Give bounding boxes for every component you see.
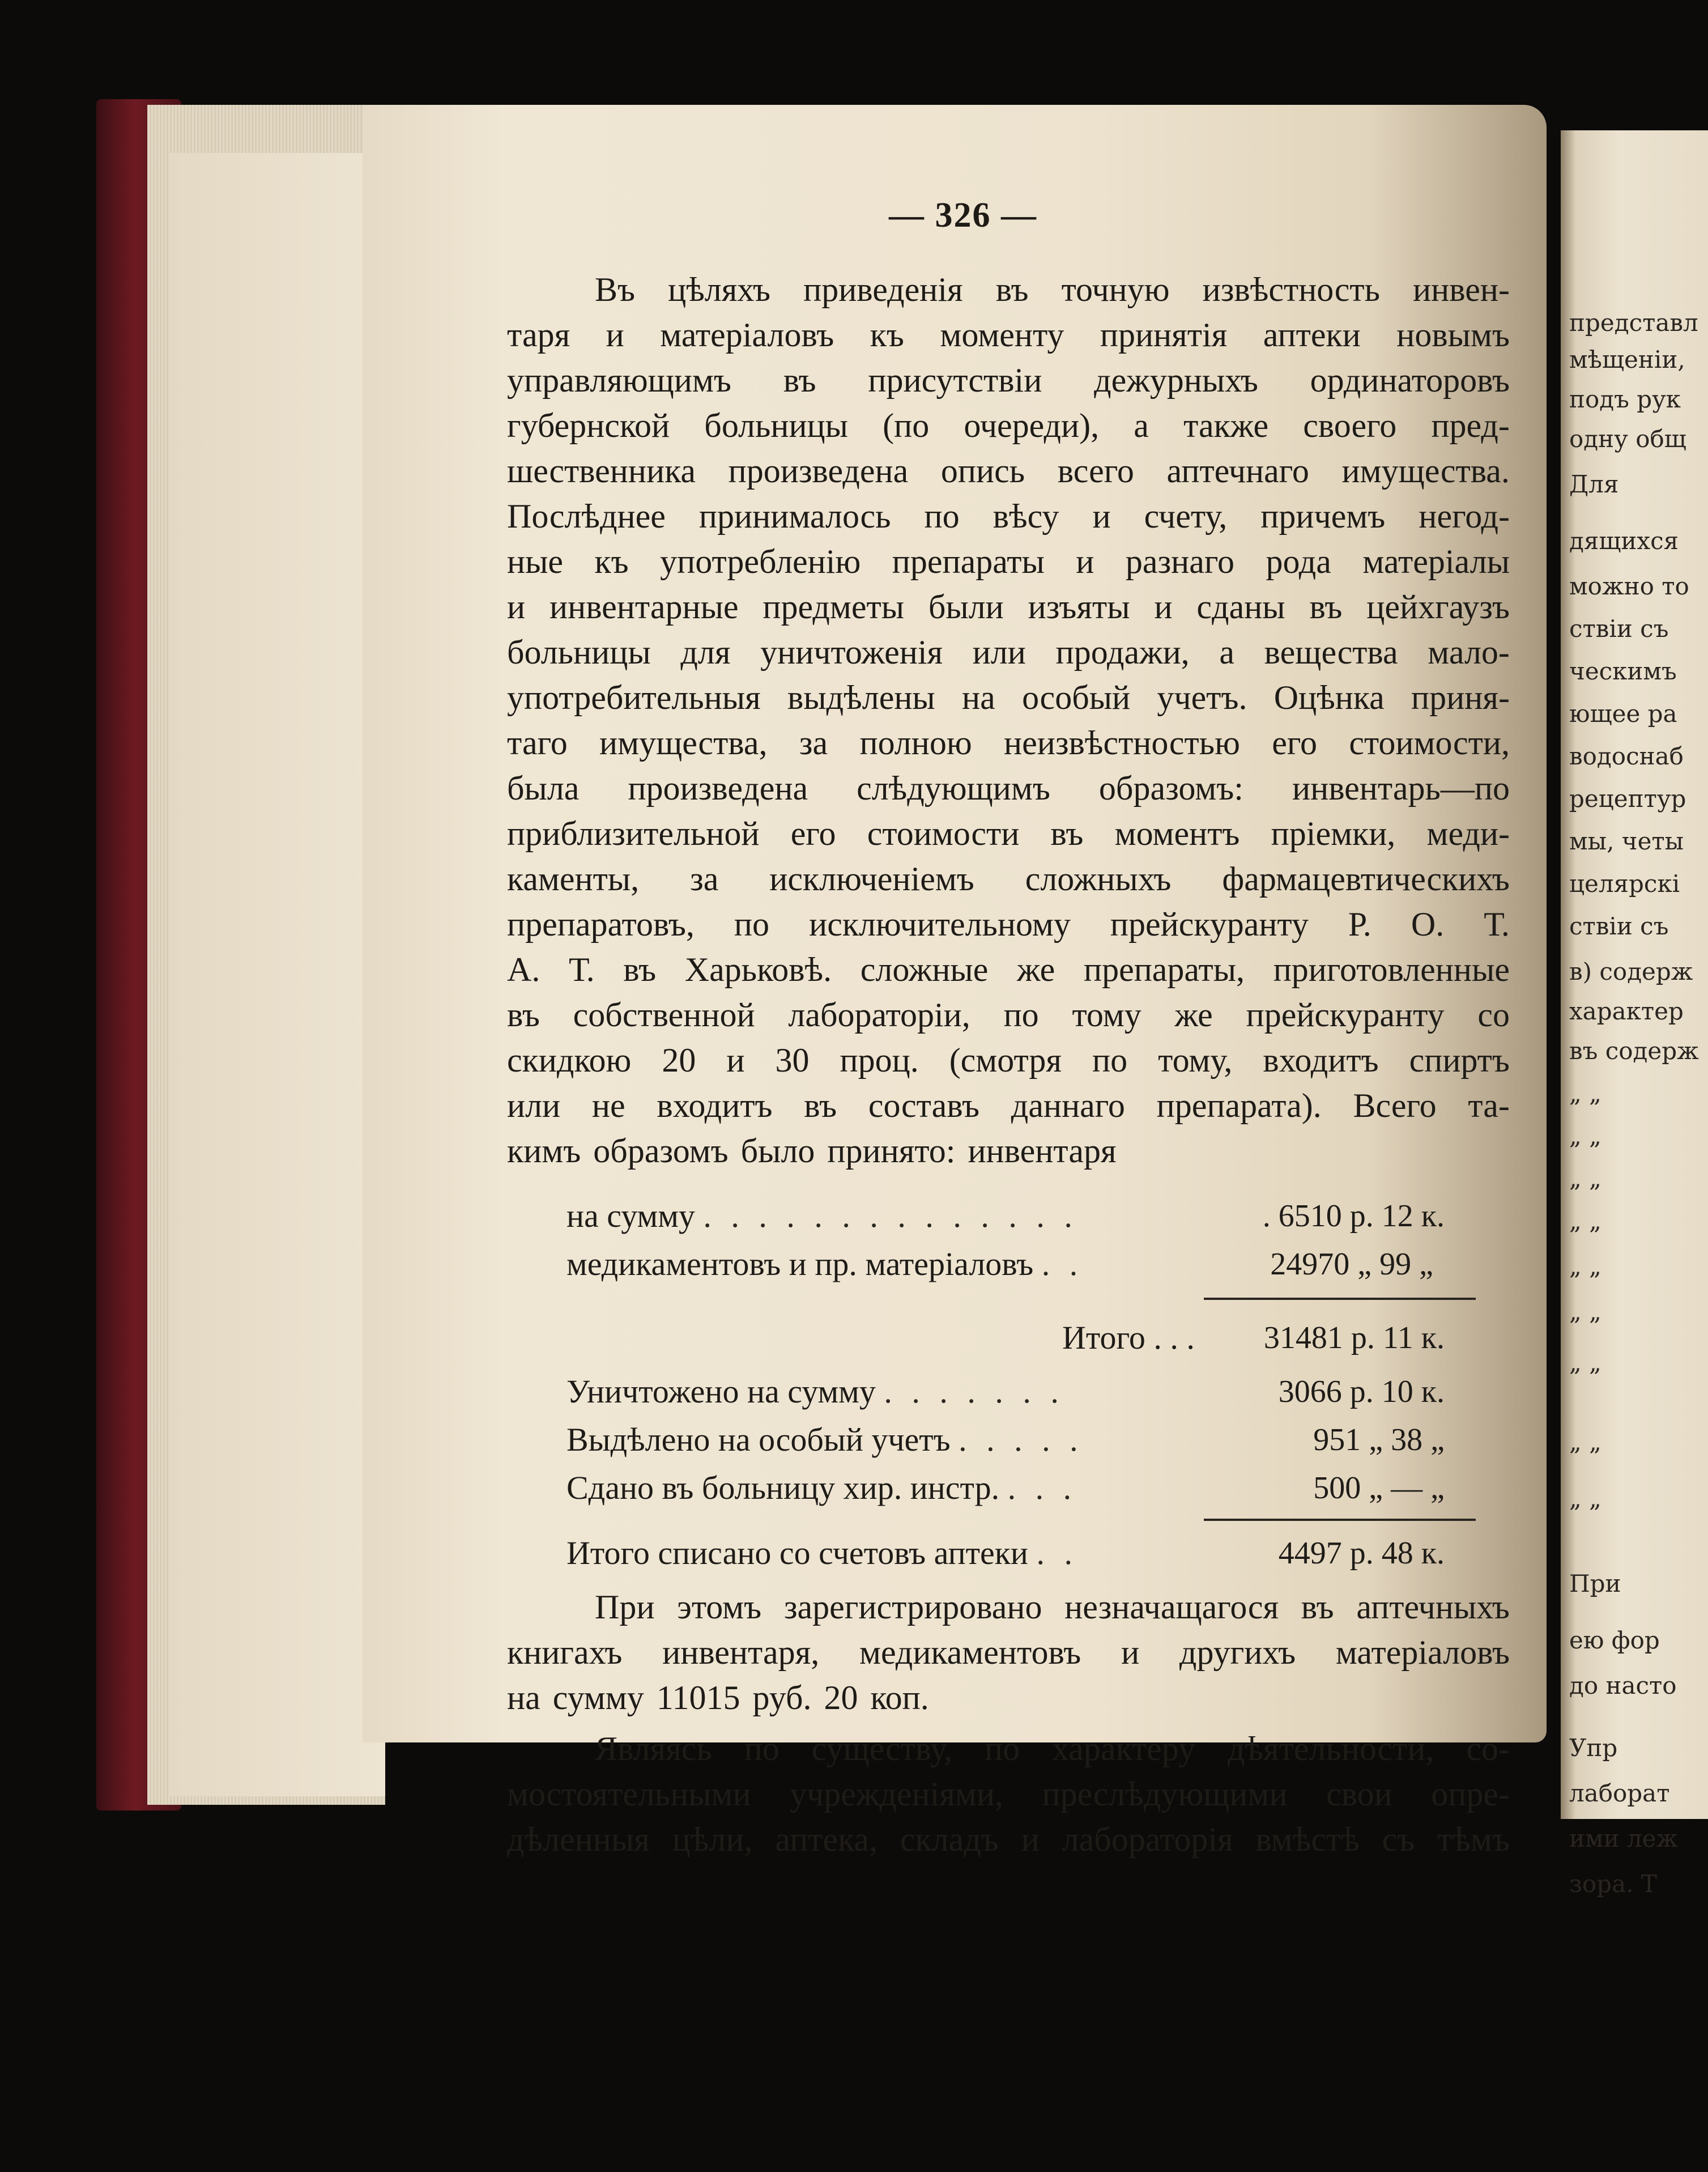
word: сданы xyxy=(1196,588,1285,626)
sum-rule xyxy=(1204,1298,1476,1300)
word: больницы xyxy=(704,407,848,444)
word: негод- xyxy=(1419,498,1510,535)
word: въ xyxy=(995,271,1029,308)
sum-rule xyxy=(1204,1519,1476,1521)
table-amount: 24970 „ 99 „ xyxy=(1270,1247,1433,1282)
word: моменту xyxy=(940,316,1064,354)
word: этомъ xyxy=(677,1588,762,1626)
word: моментъ xyxy=(1114,815,1240,852)
word: полною xyxy=(859,724,972,762)
word: матеріаловъ xyxy=(660,316,834,354)
word: и xyxy=(1154,588,1173,626)
word: цейхгаузъ xyxy=(1366,588,1510,626)
word: препарата). xyxy=(1156,1087,1322,1124)
word: цѣляхъ xyxy=(668,271,771,308)
word: были xyxy=(928,588,1004,626)
word: пріемки, xyxy=(1271,815,1396,852)
word: свои xyxy=(1326,1775,1392,1813)
right-page-line: представл xyxy=(1569,309,1698,337)
word: прейскуранту xyxy=(1246,996,1445,1034)
word: неизвѣстностью xyxy=(1004,724,1240,762)
word: губернской xyxy=(507,407,670,444)
word: другихъ xyxy=(1179,1634,1296,1671)
word: дѣятельности, xyxy=(1227,1730,1434,1767)
word: выдѣлены xyxy=(787,679,935,716)
word: ные xyxy=(507,543,564,580)
word: дѣленныя xyxy=(507,1821,650,1858)
word: въ xyxy=(1301,1588,1334,1626)
text-line xyxy=(507,1128,1510,1174)
word: съ xyxy=(1382,1821,1415,1858)
right-page-line: ею фор xyxy=(1569,1626,1660,1654)
text-line xyxy=(507,1037,1510,1083)
text-line xyxy=(595,1584,1510,1630)
right-page-line: „ „ xyxy=(1569,1079,1601,1107)
word: или xyxy=(972,634,1026,671)
text-line xyxy=(507,629,1510,675)
word: таго xyxy=(507,724,568,762)
right-page-line: мѣщеніи, xyxy=(1569,346,1685,373)
word: въ xyxy=(783,362,816,399)
word: же xyxy=(1017,951,1055,988)
word: къ xyxy=(870,316,904,354)
word: приня- xyxy=(1411,679,1510,716)
right-page-line: мы, четы xyxy=(1569,827,1684,855)
word: разнаго xyxy=(1125,543,1235,580)
word: таря xyxy=(507,316,570,354)
word: аптеки xyxy=(1263,316,1361,354)
word: продажи, xyxy=(1055,634,1190,671)
word: спиртъ xyxy=(1409,1042,1510,1079)
word: и xyxy=(507,588,526,626)
text-line xyxy=(507,1629,1510,1676)
word: или xyxy=(507,1087,561,1124)
word: 20 xyxy=(662,1042,696,1079)
word: причемъ xyxy=(1260,498,1386,535)
word: та- xyxy=(1468,1087,1510,1124)
right-page-line: „ „ xyxy=(1569,1349,1601,1376)
text-line xyxy=(507,493,1510,539)
word: со xyxy=(1477,996,1510,1034)
word: препараты, xyxy=(1083,951,1245,988)
word: вещества xyxy=(1264,634,1398,671)
word: мало- xyxy=(1428,634,1510,671)
word: больницы xyxy=(507,634,651,671)
word: рода xyxy=(1266,543,1331,580)
word: вмѣстѣ xyxy=(1255,1821,1360,1858)
text-line xyxy=(507,312,1510,358)
word: въ xyxy=(1309,588,1343,626)
table-total-amount: 4497 р. 48 к. xyxy=(1278,1536,1445,1571)
table-total-label: Итого . . . xyxy=(1062,1319,1195,1356)
word: А. xyxy=(507,951,540,988)
word: образомъ xyxy=(593,1132,729,1170)
right-page-line: можно то xyxy=(1569,572,1689,600)
word: всего xyxy=(1057,452,1134,490)
right-page-line: водоснаб xyxy=(1569,742,1684,770)
word: въ xyxy=(1050,815,1084,852)
word: инвентаря xyxy=(968,1132,1117,1170)
word: Т. xyxy=(1484,906,1510,943)
word: по xyxy=(1092,1042,1128,1079)
word: даннаго xyxy=(1011,1087,1125,1124)
word: аптечныхъ xyxy=(1356,1588,1510,1626)
table-row: Выдѣлено на особый учетъ . . . . . xyxy=(567,1421,1084,1458)
word: меди- xyxy=(1426,815,1510,852)
text-line xyxy=(507,1082,1510,1129)
word: матеріалы xyxy=(1362,543,1510,580)
word: особый xyxy=(1022,679,1131,716)
word: 20 xyxy=(824,1679,858,1716)
word: аптечнаго xyxy=(1166,452,1309,490)
word: принималось xyxy=(698,498,891,535)
word: а xyxy=(1219,634,1234,671)
word: же xyxy=(1174,996,1213,1034)
word: дежурныхъ xyxy=(1094,362,1258,399)
word: инвентаря, xyxy=(662,1634,820,1671)
word: присутствіи xyxy=(868,362,1042,399)
word: также xyxy=(1183,407,1269,444)
text-line xyxy=(507,584,1510,630)
word: мостоятельными xyxy=(507,1775,751,1813)
text-line xyxy=(507,992,1510,1038)
text-line xyxy=(507,720,1510,766)
right-page-line: „ „ xyxy=(1569,1207,1601,1235)
page-number: — 326 — xyxy=(889,196,1037,235)
word: прейскуранту xyxy=(1110,906,1309,943)
word: (смотря xyxy=(949,1042,1062,1079)
right-page-line: ствіи съ xyxy=(1569,912,1669,940)
word: При xyxy=(595,1588,655,1626)
word: сумму xyxy=(552,1679,644,1716)
word: приготовленные xyxy=(1273,951,1510,988)
word: складъ xyxy=(900,1821,999,1858)
table-total-amount: 31481 р. 11 к. xyxy=(1263,1320,1445,1355)
word: Оцѣнка xyxy=(1273,679,1385,716)
right-page-line: до насто xyxy=(1569,1672,1677,1699)
word: по xyxy=(1003,996,1039,1034)
word: учетъ. xyxy=(1157,679,1247,716)
table-amount: 500 „ — „ xyxy=(1313,1470,1445,1506)
word: матеріаловъ xyxy=(1335,1634,1510,1671)
word: и xyxy=(606,316,624,354)
right-page-line: подъ рук xyxy=(1569,385,1681,413)
right-page-line: „ „ xyxy=(1569,1485,1601,1512)
text-line xyxy=(507,856,1510,902)
word: было xyxy=(740,1132,815,1170)
word: опись xyxy=(940,452,1025,490)
word: по xyxy=(734,906,770,943)
word: имущества, xyxy=(599,724,768,762)
word: скидкою xyxy=(507,1042,632,1079)
word: приведенія xyxy=(803,271,963,308)
word: на xyxy=(962,679,995,716)
right-page-line: дящихся xyxy=(1569,527,1679,555)
word: преслѣдующими xyxy=(1042,1775,1288,1813)
word: приблизительной xyxy=(507,815,760,852)
right-page-line: „ „ xyxy=(1569,1122,1601,1150)
right-page-line: в) содерж xyxy=(1569,958,1693,985)
word: по xyxy=(924,498,960,535)
word: и xyxy=(1021,1821,1040,1858)
word: извѣстность xyxy=(1202,271,1381,308)
word: произведена xyxy=(628,770,808,807)
right-page-line: целярскі xyxy=(1569,870,1680,898)
word: въ xyxy=(507,996,540,1034)
word: лабораторіи, xyxy=(788,996,970,1034)
word: за xyxy=(690,860,719,898)
word: была xyxy=(507,770,580,807)
right-page-line: лаборат xyxy=(1569,1779,1670,1807)
word: опре- xyxy=(1431,1775,1510,1813)
right-page-line: Упр xyxy=(1569,1734,1618,1762)
word: и xyxy=(1121,1634,1140,1671)
word: инвентарь—по xyxy=(1292,770,1510,807)
left-page-edge xyxy=(170,153,385,1796)
text-line xyxy=(507,1674,1510,1721)
word: его xyxy=(790,815,836,852)
word: тому xyxy=(1072,996,1141,1034)
word: ординаторовъ xyxy=(1310,362,1510,399)
table-total-label: Итого списано со счетовъ аптеки . . xyxy=(567,1535,1078,1571)
text-line xyxy=(507,402,1510,449)
word: предметы xyxy=(763,588,905,626)
table-row: Сдано въ больницу хир. инстр. . . . xyxy=(567,1469,1077,1506)
text-line xyxy=(507,765,1510,811)
word: управляющимъ xyxy=(507,362,731,399)
word: каменты, xyxy=(507,860,640,898)
right-page-line: ствіи съ xyxy=(1569,615,1669,643)
right-page-line: одну общ xyxy=(1569,425,1686,453)
word: Послѣднее xyxy=(507,498,666,535)
word: учрежденіями, xyxy=(790,1775,1003,1813)
word: 11015 xyxy=(656,1679,740,1716)
word: фармацевтическихъ xyxy=(1222,860,1510,898)
text-line xyxy=(507,674,1510,721)
word: существу, xyxy=(811,1730,953,1767)
word: коп. xyxy=(870,1679,929,1716)
word: по xyxy=(985,1730,1020,1767)
word: за xyxy=(799,724,828,762)
word: препараты xyxy=(892,543,1045,580)
word: Харьковѣ. xyxy=(684,951,832,988)
word: и xyxy=(1076,543,1094,580)
right-page-line: въ содерж xyxy=(1569,1037,1699,1065)
word: слѣдующимъ xyxy=(857,770,1050,807)
table-amount: . 6510 р. 12 к. xyxy=(1262,1198,1445,1234)
word: имущества. xyxy=(1341,452,1510,490)
word: медикаментовъ xyxy=(859,1634,1081,1671)
word: Р. xyxy=(1348,906,1371,943)
word: счету, xyxy=(1144,498,1228,535)
word: незначащагося xyxy=(1064,1588,1279,1626)
right-page-line: „ „ xyxy=(1569,1428,1601,1456)
word: аптека, xyxy=(775,1821,878,1858)
word: О. xyxy=(1411,906,1445,943)
word: (по xyxy=(883,407,930,444)
word: уничтоженія xyxy=(760,634,943,671)
word: руб. xyxy=(752,1679,812,1716)
word: не xyxy=(591,1087,625,1124)
word: принятія xyxy=(1100,316,1228,354)
word: Всего xyxy=(1353,1087,1437,1124)
word: Являясь xyxy=(595,1730,712,1767)
word: Въ xyxy=(595,271,636,308)
word: образомъ: xyxy=(1098,770,1243,807)
word: входитъ xyxy=(1263,1042,1379,1079)
word: новымъ xyxy=(1396,316,1510,354)
text-line xyxy=(507,448,1510,494)
word: произведена xyxy=(728,452,909,490)
word: употребленію xyxy=(660,543,861,580)
word: точную xyxy=(1061,271,1170,308)
word: шественника xyxy=(507,452,696,490)
word: составъ xyxy=(868,1087,980,1124)
word: въ xyxy=(804,1087,837,1124)
text-line xyxy=(507,946,1510,993)
right-page-line: зора. Т xyxy=(1569,1870,1657,1898)
right-page-line: Для xyxy=(1569,470,1619,498)
word: препаратовъ, xyxy=(507,906,695,943)
word: и xyxy=(726,1042,745,1079)
word: собственной xyxy=(573,996,755,1034)
word: сложныхъ xyxy=(1025,860,1172,898)
table-row: на сумму . . . . . . . . . . . . . . xyxy=(567,1197,1078,1234)
right-page-line: ими леж xyxy=(1569,1825,1679,1852)
right-page-line: При xyxy=(1569,1570,1621,1597)
word: сложные xyxy=(860,951,989,988)
right-page-line: ющее ра xyxy=(1569,700,1677,728)
word: стоимости, xyxy=(1349,724,1510,762)
word: стоимости xyxy=(867,815,1020,852)
word: книгахъ xyxy=(507,1634,623,1671)
table-amount: 3066 р. 10 к. xyxy=(1278,1374,1445,1409)
table-row: медикаментовъ и пр. матеріаловъ . . xyxy=(567,1246,1084,1282)
word: пред- xyxy=(1431,407,1510,444)
word: исключительному xyxy=(809,906,1071,943)
table-amount: 951 „ 38 „ xyxy=(1313,1422,1445,1457)
word: исключеніемъ xyxy=(769,860,974,898)
word: лабораторія xyxy=(1062,1821,1233,1858)
word: цѣли, xyxy=(672,1821,753,1858)
word: инвен- xyxy=(1413,271,1510,308)
word: входитъ xyxy=(657,1087,773,1124)
word: въ xyxy=(623,951,657,988)
word: къ xyxy=(594,543,629,580)
text-line xyxy=(507,1771,1510,1817)
text-line xyxy=(507,357,1510,403)
word: изъяты xyxy=(1028,588,1130,626)
word: инвентарные xyxy=(549,588,739,626)
word: его xyxy=(1272,724,1318,762)
word: тѣмъ xyxy=(1437,1821,1510,1858)
right-page-line: „ „ xyxy=(1569,1164,1601,1192)
word: своего xyxy=(1303,407,1397,444)
word: употребительныя xyxy=(507,679,761,716)
text-line xyxy=(595,266,1510,313)
word: очереди), xyxy=(964,407,1100,444)
text-line xyxy=(507,538,1510,585)
word: на xyxy=(507,1679,540,1716)
word: и xyxy=(1092,498,1111,535)
right-page-line: „ „ xyxy=(1569,1252,1601,1280)
right-page-line: „ „ xyxy=(1569,1298,1601,1325)
right-page-line: ческимъ xyxy=(1569,657,1677,685)
word: кимъ xyxy=(507,1132,581,1170)
word: вѣсу xyxy=(993,498,1059,535)
word: по xyxy=(744,1730,780,1767)
word: для xyxy=(680,634,731,671)
word: зарегистрировано xyxy=(783,1588,1042,1626)
text-line xyxy=(507,810,1510,857)
text-line xyxy=(507,901,1510,947)
text-line xyxy=(507,1816,1510,1863)
text-line xyxy=(595,1725,1510,1772)
word: а xyxy=(1134,407,1149,444)
word: проц. xyxy=(840,1042,919,1079)
word: характеру xyxy=(1052,1730,1195,1767)
table-row: Уничтожено на сумму . . . . . . . xyxy=(567,1373,1064,1410)
right-page-line: рецептур xyxy=(1569,785,1686,813)
word: Т. xyxy=(568,951,595,988)
word: тому, xyxy=(1158,1042,1233,1079)
word: со- xyxy=(1466,1730,1510,1767)
word: принято: xyxy=(827,1132,956,1170)
word: 30 xyxy=(775,1042,810,1079)
right-page-line: характер xyxy=(1569,997,1684,1025)
